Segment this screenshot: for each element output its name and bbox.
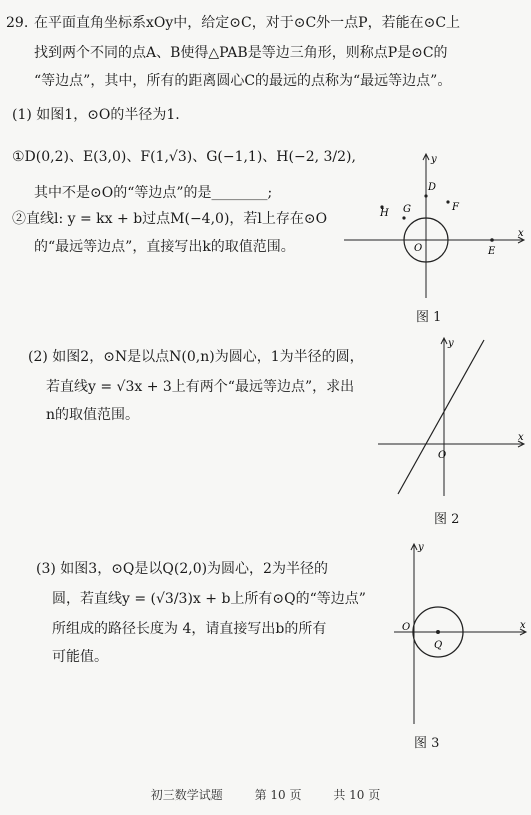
footer-subject: 初三数学试题 (150, 788, 223, 802)
fig1-label-f: F (452, 202, 459, 213)
fig1-label-y: y (431, 154, 437, 165)
fig3-label-y: y (418, 542, 424, 553)
fig1-label-o: O (414, 243, 423, 254)
fig2-label-x: x (518, 432, 524, 443)
part1-points: ①D(0,2)、E(3,0)、F(1,√3)、G(−1,1)、H(−2, 3/2), (12, 149, 356, 165)
fig1-label-x: x (518, 228, 524, 239)
part1-question: 其中不是⊙O的“等边点”的是________; (34, 185, 273, 201)
fig2-caption: 图 2 (434, 512, 460, 527)
fig3-label-o: O (402, 622, 411, 633)
fig2-label-o: O (438, 450, 447, 461)
fig1-label-g: G (403, 204, 411, 215)
part3-line1: (3) 如图3，⊙Q是以Q(2,0)为圆心，2为半径的 (36, 561, 328, 577)
page-footer (0, 786, 531, 803)
fig3-label-q: Q (434, 640, 443, 651)
fig1-label-h: H (380, 208, 389, 219)
part2-line1: (2) 如图2，⊙N是以点N(0,n)为圆心，1为半径的圆， (28, 349, 364, 365)
part2-line2: 若直线y = √3x + 3上有两个“最远等边点”，求出 (46, 379, 355, 395)
fig1-label-d: D (428, 182, 437, 193)
footer-page: 第 10 页 (254, 788, 302, 802)
problem-number: 29. (6, 15, 29, 31)
intro-line-1: 在平面直角坐标系xOy中，给定⊙C，对于⊙C外一点P，若能在⊙C上 (34, 15, 461, 31)
fig2-label-y: y (448, 338, 454, 349)
figure-1 (340, 150, 530, 300)
fig1-point-d (424, 194, 427, 197)
fig1-label-e: E (488, 246, 496, 257)
part1-title: (1) 如图1，⊙O的半径为1. (12, 107, 180, 123)
part3-line2: 圆，若直线y = (√3/3)x + b上所有⊙Q的“等边点” (52, 591, 366, 607)
fig3-label-x: x (520, 620, 526, 631)
fig1-point-e (490, 238, 494, 242)
intro-line-3: “等边点”，其中，所有的距离圆心C的最远的点称为“最远等边点”。 (34, 73, 452, 89)
figure-3 (388, 538, 530, 728)
part2-line3: n的取值范围。 (46, 407, 140, 423)
fig1-caption: 图 1 (416, 310, 442, 325)
fig1-point-f (446, 200, 449, 203)
intro-line-2: 找到两个不同的点A、B使得△PAB是等边三角形，则称点P是⊙C的 (34, 45, 448, 61)
fig1-point-g (402, 216, 405, 219)
footer-total: 共 10 页 (333, 788, 381, 802)
part1-q2-line1: ②直线l: y = kx + b过点M(−4,0)，若l上存在⊙O (12, 211, 328, 227)
figure-2 (372, 330, 530, 500)
part3-line4: 可能值。 (52, 649, 108, 665)
fig3-point-q (436, 630, 440, 634)
fig2-line (398, 340, 484, 494)
fig3-caption: 图 3 (414, 736, 440, 751)
part1-q2-line2: 的“最远等边点”，直接写出k的取值范围。 (34, 239, 295, 255)
part3-line3: 所组成的路径长度为 4，请直接写出b的所有 (52, 621, 327, 637)
